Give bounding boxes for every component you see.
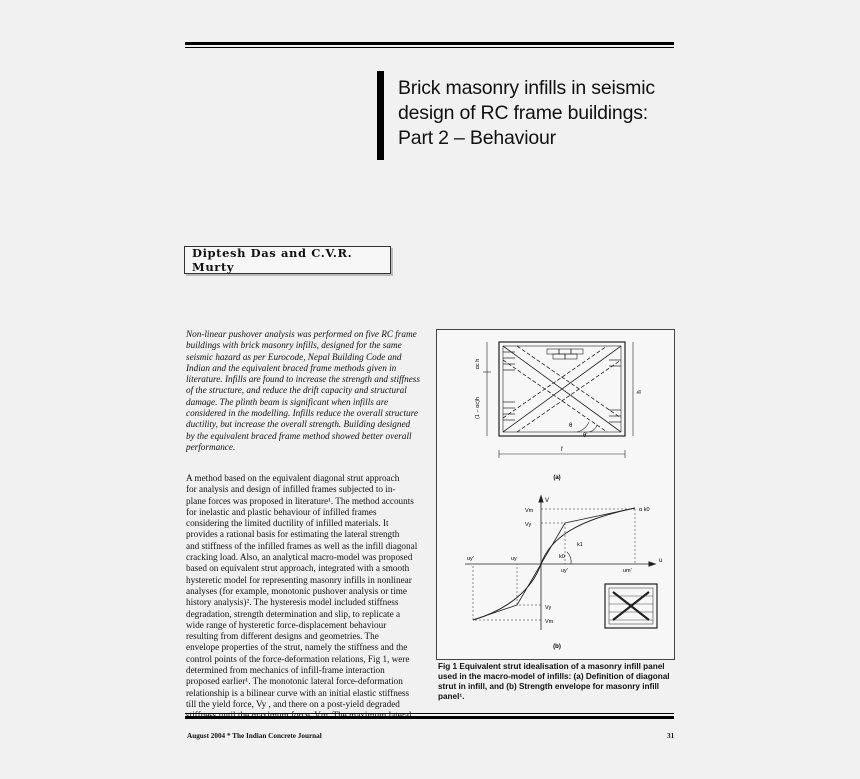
dim-l: l' — [560, 447, 564, 453]
title-accent-bar — [377, 71, 384, 160]
top-rule-thick — [185, 42, 674, 45]
caption-line: panel¹. — [438, 692, 465, 701]
body-line: history analysis)². The hysteresis model included stiffness — [186, 597, 399, 608]
figure-1-drawing — [437, 330, 676, 661]
caption-line: Fig 1 Equivalent strut idealisation of a masonry infill panel — [438, 662, 665, 671]
body-line: proposed earlier¹. The monotonic lateral force-deformation — [186, 676, 403, 687]
abstract-line: considered in the modelling. Infills reduce the overall structure — [186, 408, 418, 419]
figure-1b-envelope — [465, 496, 657, 630]
body-text — [186, 473, 424, 722]
body-line: envelope properties of the strut, namely the stiffness and the — [186, 642, 408, 653]
figure-1-frame — [436, 329, 675, 660]
body-line: wide range of hysteretic force-displacement behaviour — [186, 619, 387, 630]
body-line: analyses (for example, monotonic pushover analysis or time — [186, 585, 407, 596]
body-line: hysteretic model for representing masonry infills in nonlinear — [186, 574, 412, 585]
abstract-line: literature. Infills are found to increase the strength and stiffness — [186, 374, 420, 385]
angle-theta-prime: θ' — [583, 433, 588, 439]
body-line: based on equivalent strut approach, integrated with a smooth — [186, 563, 410, 574]
uy-pos-label: uy' — [561, 568, 568, 574]
neg-vm-label: Vm — [545, 619, 554, 625]
caption-line: used in the macro-model of infills: (a) Definition of diagonal — [438, 672, 670, 681]
body-line: for analysis and design of infilled frames subjected to in- — [186, 484, 396, 495]
uy-neg-label: uy' — [467, 556, 474, 562]
abstract-line: damage. The plinth beam is significant when infills are — [186, 396, 389, 407]
abstract-line: Indian and the equivalent braced frame methods given in — [186, 362, 397, 373]
abstract-line: Non-linear pushover analysis was performed on five RC frame — [186, 329, 417, 339]
body-line: considering the limited ductility of infilled materials. It — [186, 518, 389, 529]
vy-label: Vy — [525, 522, 532, 528]
brick-pattern — [547, 349, 583, 359]
author-names: Diptesh Das and C.V.R. Murty — [192, 246, 353, 274]
body-line: till the yield force, Vy , and there on a post-yield degraded — [186, 698, 400, 709]
bottom-rule-thin — [185, 713, 674, 714]
k1-label: k1 — [577, 542, 583, 548]
abstract-line: buildings with brick masonry infills, designed for the same — [186, 340, 402, 351]
body-line: plane forces was proposed in literature¹. The method accounts — [186, 495, 414, 506]
dim-h: h — [637, 390, 643, 394]
abstract-line: ductility, but increase the overall strength. Building designed — [186, 419, 411, 430]
axis-u-label: u — [659, 558, 663, 564]
body-line: resulting from different designs and geometries. The — [186, 631, 379, 642]
article-title — [398, 76, 698, 151]
footer-journal: August 2004 * The Indian Concrete Journal — [187, 732, 322, 740]
figure-1b-label: (b) — [553, 644, 561, 650]
axis-v-label: V — [545, 498, 550, 504]
figure-1-caption — [438, 662, 678, 702]
alpha-k0-label: α k0 — [639, 507, 650, 513]
angle-theta: θ — [569, 423, 573, 429]
bottom-rule-thick — [185, 716, 674, 719]
abstract-line: performance. — [186, 441, 236, 452]
figure-1a-strut-diagram — [483, 342, 633, 458]
body-line: degradation, strength determination and slip, to replicate a — [186, 608, 401, 619]
neg-vy-label: Vy — [545, 605, 552, 611]
k0-label: k0 — [559, 554, 565, 560]
caption-line: strut in infill, and (b) Strength envelope for masonry infill — [438, 682, 660, 691]
abstract — [186, 329, 424, 453]
page-number: 31 — [667, 732, 675, 740]
um-pos-label: um' — [623, 568, 632, 574]
abstract-line: by the equivalent braced frame method showed better overall — [186, 430, 412, 441]
title-line: design of RC frame buildings: — [398, 102, 648, 124]
dim-alpha-h: αc h — [475, 358, 481, 370]
abstract-line: of the structure, and reduce the drift capacity and structural — [186, 385, 407, 396]
body-line: control points of the force-deformation relations, Fig 1, were — [186, 653, 410, 664]
body-line: relationship is a bilinear curve with an initial elastic stiffness — [186, 687, 410, 698]
abstract-line: seismic hazard as per Eurocode, Nepal Building Code and — [186, 351, 402, 362]
body-line: cracking load. Also, an analytical macro-model was proposed — [186, 552, 413, 563]
body-line: A method based on the equivalent diagonal strut approach — [186, 473, 400, 483]
figure-1a-label: (a) — [553, 475, 561, 481]
body-line: determined from mechanics of infill-frame interaction — [186, 665, 385, 676]
body-line: provides a rational basis for estimating the lateral strength — [186, 529, 400, 540]
title-line: Part 2 – Behaviour — [398, 127, 556, 149]
dim-one-minus-alpha-h: (1 − αc)h — [475, 397, 481, 419]
vm-label: Vm — [525, 508, 534, 514]
body-line: and stiffness of the infilled frames as well as the infill diagonal — [186, 540, 418, 551]
body-line: for inelastic and plastic behaviour of infilled frames — [186, 506, 377, 517]
top-rule-thin — [185, 47, 674, 48]
author-box — [184, 246, 391, 274]
u1-label: uy — [511, 556, 517, 562]
title-line: Brick masonry infills in seismic — [398, 77, 655, 99]
